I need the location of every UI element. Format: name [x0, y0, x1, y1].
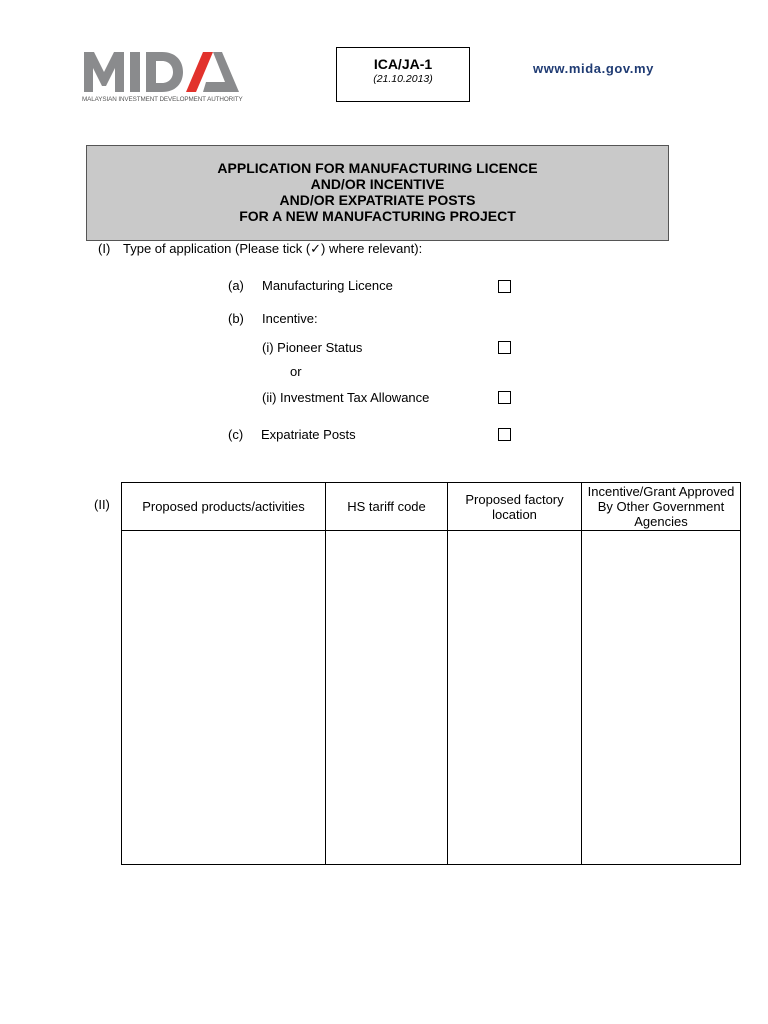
products-entry-cell[interactable] — [122, 531, 326, 865]
section-2-number: (II) — [94, 497, 110, 512]
column-header-incentive-grant: Incentive/Grant Approved By Other Government Agencies — [582, 483, 741, 531]
form-date: (21.10.2013) — [373, 73, 433, 85]
column-header-factory-location: Proposed factory location — [448, 483, 582, 531]
title-line-4: FOR A NEW MANUFACTURING PROJECT — [239, 208, 516, 224]
table-row — [122, 531, 741, 865]
title-line-3: AND/OR EXPATRIATE POSTS — [279, 192, 476, 208]
title-line-2: AND/OR INCENTIVE — [310, 176, 445, 192]
website-link[interactable]: www.mida.gov.my — [533, 61, 654, 76]
or-text: or — [290, 364, 302, 379]
incentive-grant-entry-cell[interactable] — [582, 531, 741, 865]
column-header-hs-tariff: HS tariff code — [326, 483, 448, 531]
table-header-row — [122, 483, 741, 531]
investment-tax-allowance-checkbox[interactable] — [498, 391, 511, 404]
option-a-text: Manufacturing Licence — [262, 278, 393, 293]
factory-location-entry-cell[interactable] — [448, 531, 582, 865]
logo-tagline: MALAYSIAN INVESTMENT DEVELOPMENT AUTHORITY — [82, 96, 243, 103]
option-b-ii-text: (ii) Investment Tax Allowance — [262, 390, 430, 405]
expatriate-posts-checkbox[interactable] — [498, 428, 511, 441]
option-b-label: (b) — [228, 311, 244, 326]
column-header-products: Proposed products/activities — [122, 483, 326, 531]
form-title-box — [86, 145, 669, 241]
option-b-i-text: (i) Pioneer Status — [262, 340, 363, 355]
section-1-prompt: Type of application (Please tick (✓) where relevant): — [123, 241, 423, 256]
section-1-number: (I) — [98, 241, 111, 256]
pioneer-status-checkbox[interactable] — [498, 341, 511, 354]
hs-tariff-entry-cell[interactable] — [326, 531, 448, 865]
title-line-1: APPLICATION FOR MANUFACTURING LICENCE — [217, 160, 538, 176]
form-code-box — [336, 47, 470, 102]
option-c-text: Expatriate Posts — [261, 427, 356, 442]
option-c-label: (c) — [228, 427, 244, 442]
option-a-label: (a) — [228, 278, 244, 293]
manufacturing-licence-checkbox[interactable] — [498, 280, 511, 293]
form-code: ICA/JA-1 — [373, 56, 433, 72]
option-b-text: Incentive: — [262, 311, 318, 326]
proposed-products-table — [121, 482, 741, 865]
mida-logo-mark — [82, 46, 242, 96]
